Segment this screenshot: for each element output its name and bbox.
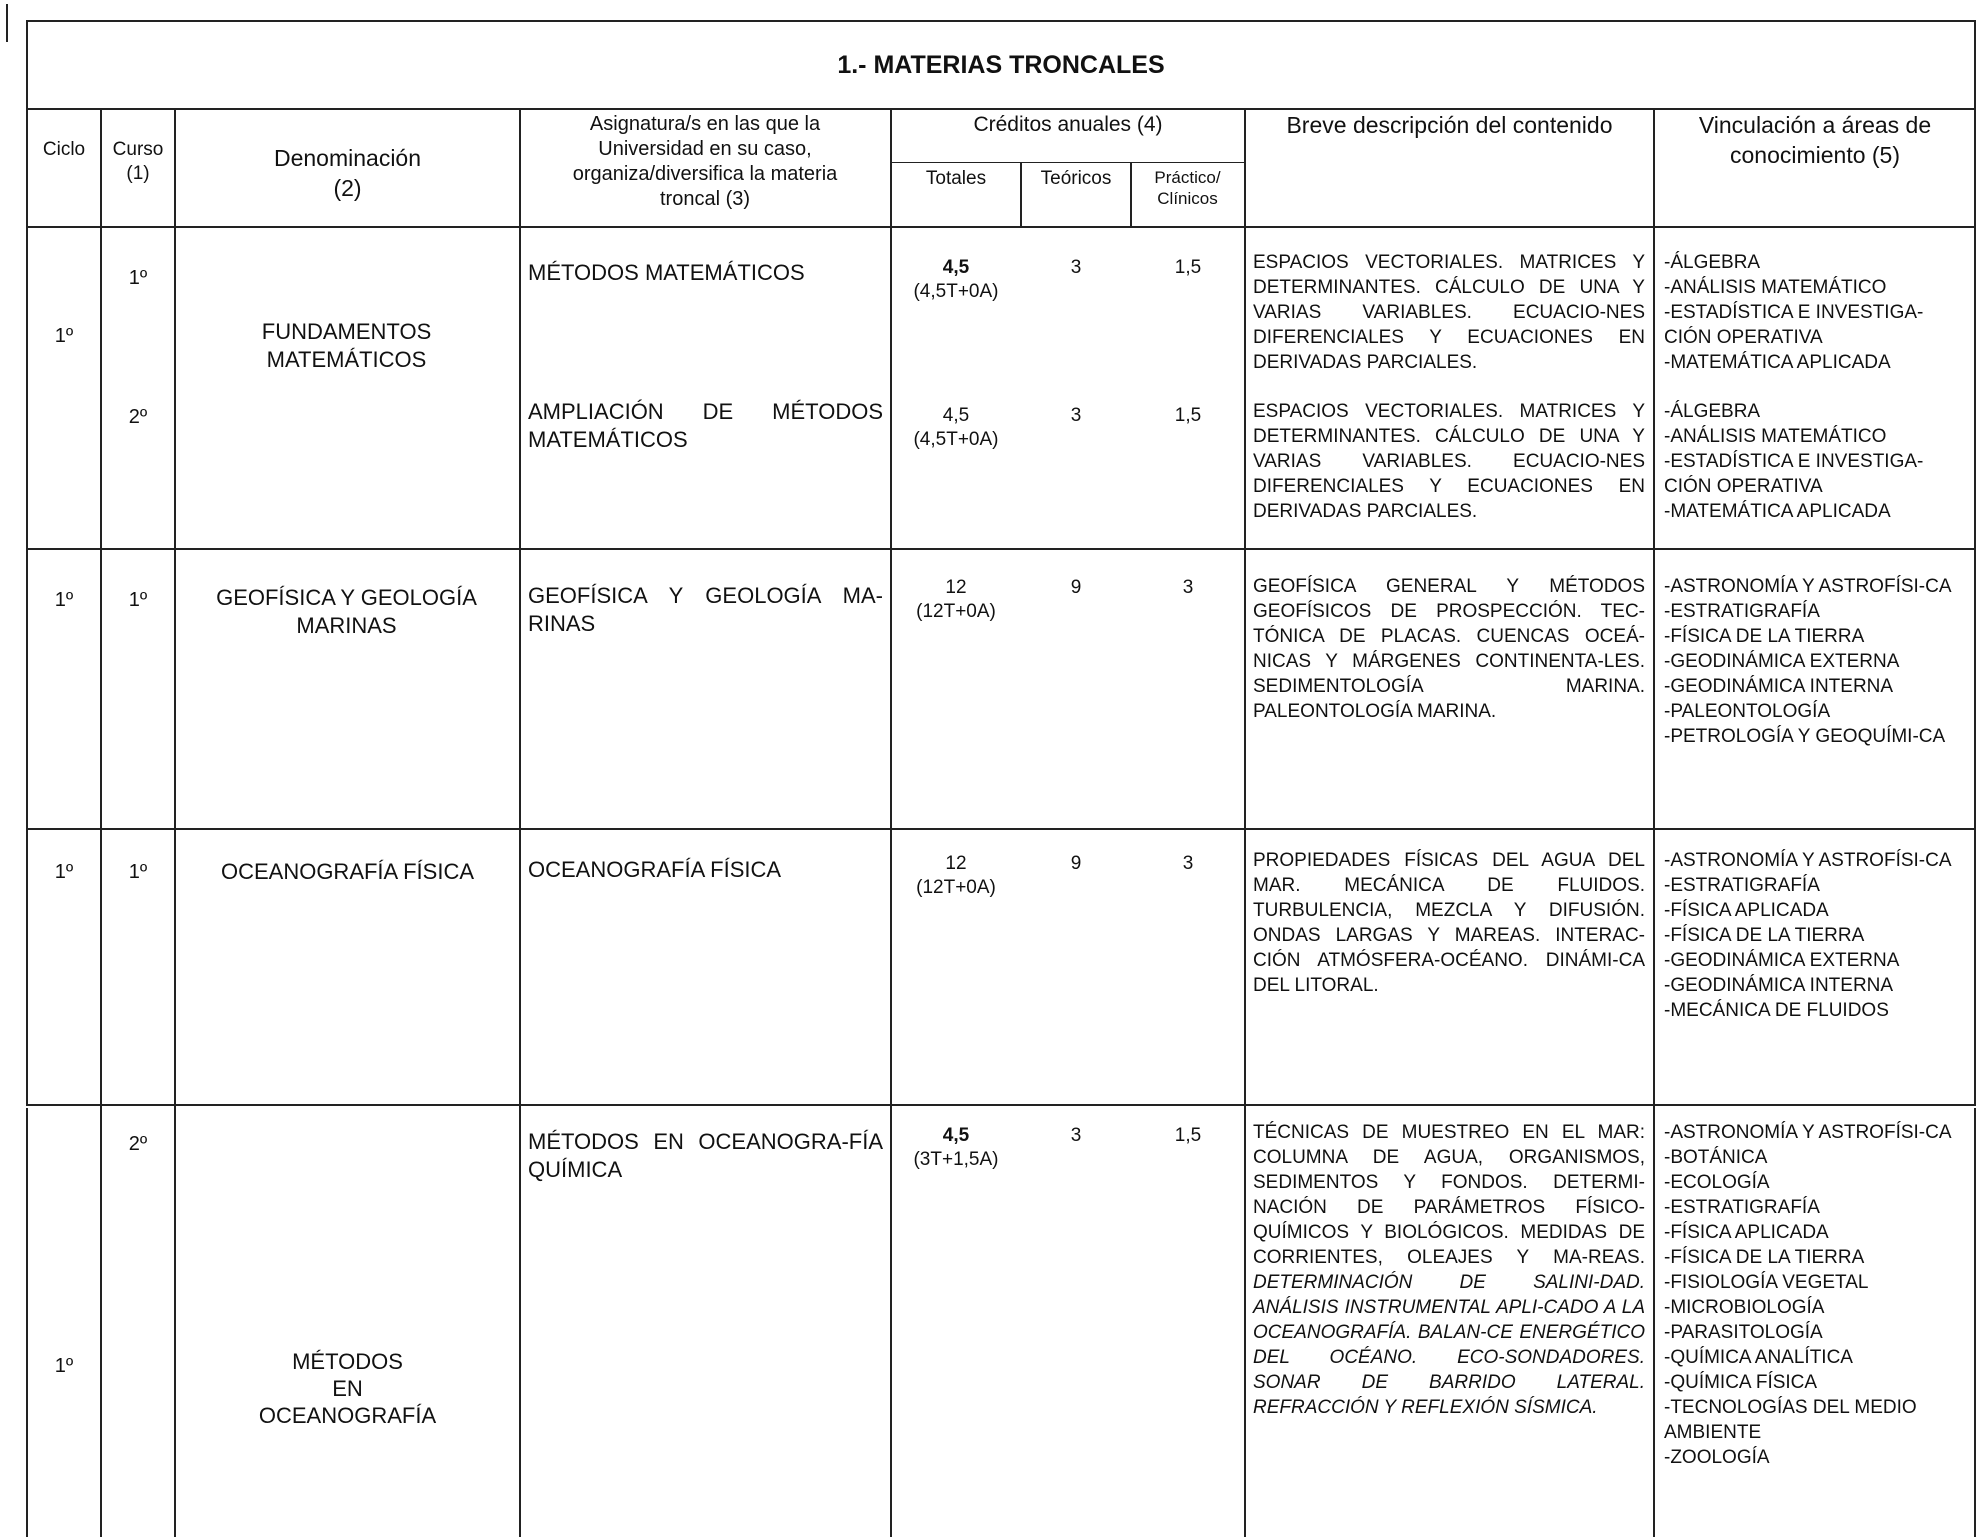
area-item: -ESTADÍSTICA E INVESTIGA-CIÓN OPERATIVA [1664,302,1924,348]
area-item: -GEODINÁMICA EXTERNA [1664,950,1900,971]
row1-areas-b [1664,399,1969,524]
row3-asignatura: OCEANOGRAFÍA FÍSICA [528,857,782,882]
row3-totales-detail: (12T+0A) [916,876,996,898]
header-creditos: Créditos anuales (4) [973,113,1163,136]
table-title: 1.- MATERIAS TRONCALES [26,20,1976,108]
row1-ciclo: 1º [54,325,74,347]
area-item: -FISIOLOGÍA VEGETAL [1664,1272,1869,1293]
row4-denominacion-line: MÉTODOS [292,1349,403,1374]
row2-totales-value: 12 [945,577,967,598]
row4-teoricos: 3 [1070,1125,1082,1146]
row2-denominacion: GEOFÍSICA Y GEOLOGÍA MARINAS [216,585,477,638]
row4-descripcion-normal: TÉCNICAS DE MUESTREO EN EL MAR: COLUMNA DE AGUA, ORGANISMOS, SEDIMENTOS Y FONDOS. DETERMI-NACIÓN DE PARÁMETROS FÍSICO-QUÍMICOS Y BIOLÓGICOS. MEDIDAS DE CORRIENTES, OLEAJES Y MA-REAS. [1253,1122,1645,1268]
area-item: -GEODINÁMICA INTERNA [1664,676,1894,697]
area-item: -ASTRONOMÍA Y ASTROFÍSI-CA [1664,850,1952,871]
row1-practicos-a: 1,5 [1174,257,1202,278]
header-denominacion-label: Denominación [273,145,422,171]
row1-teoricos-b: 3 [1070,405,1082,426]
row3-denominacion: OCEANOGRAFÍA FÍSICA [220,859,475,884]
area-item: -ESTRATIGRAFÍA [1664,1197,1820,1218]
scan-margin-mark [6,4,8,42]
area-item: -ESTRATIGRAFÍA [1664,601,1820,622]
row1-asignatura-b: AMPLIACIÓN DE MÉTODOS MATEMÁTICOS [528,399,883,452]
header-curso-note: (1) [126,162,150,184]
col-divider-2 [174,108,176,1537]
area-item: -FÍSICA DE LA TIERRA [1664,626,1865,647]
row1-teoricos-a: 3 [1070,257,1082,278]
col-divider-6 [1130,162,1132,228]
row3-areas [1664,848,1969,1023]
row4-denominacion-line: OCEANOGRAFÍA [258,1403,437,1428]
row2-totales [892,576,1020,624]
area-item: -ECOLOGÍA [1664,1172,1770,1193]
row2-descripcion: GEOFÍSICA GENERAL Y MÉTODOS GEOFÍSICOS DE PROSPECCIÓN. TEC-TÓNICA DE PLACAS. CUENCAS OCEÁ-NICAS Y MÁRGENES CONTINENTA-LES. SEDIMENTOLOGÍA MARINA. PALEONTOLOGÍA MARINA. [1253,576,1645,722]
row1-totales-b [892,404,1020,452]
header-teoricos: Teóricos [1040,168,1112,189]
area-item: -ÁLGEBRA [1664,252,1761,273]
row1-asignatura-a: MÉTODOS MATEMÁTICOS [528,260,805,285]
header-denominacion [176,144,519,204]
row1-denominacion: FUNDAMENTOS MATEMÁTICOS [261,319,432,372]
row4-totales [892,1124,1020,1172]
col-divider-8 [1653,108,1655,1537]
row4-curso: 2º [128,1133,148,1155]
row3-descripcion: PROPIEDADES FÍSICAS DEL AGUA DEL MAR. MECÁNICA DE FLUIDOS. TURBULENCIA, MEZCLA Y DIFUSIÓN. ONDAS LARGAS Y MAREAS. INTERAC-CIÓN ATMÓSFERA-OCÉANO. DINÁMI-CA DEL LITORAL. [1253,850,1645,996]
row4-areas [1664,1120,1969,1470]
area-item: -ESTADÍSTICA E INVESTIGA-CIÓN OPERATIVA [1664,451,1924,497]
area-item: -MICROBIOLOGÍA [1664,1297,1825,1318]
area-item: -FÍSICA DE LA TIERRA [1664,1247,1865,1268]
border-right-lower [1974,1108,1976,1537]
row1-totales-a-value: 4,5 [942,257,970,278]
row1-totales-a-detail: (4,5T+0A) [913,280,999,302]
area-item: -ESTRATIGRAFÍA [1664,875,1820,896]
row1-descripcion-a: ESPACIOS VECTORIALES. MATRICES Y DETERMINANTES. CÁLCULO DE UNA Y VARIAS VARIABLES. ECUACIO-NES DIFERENCIALES Y ECUACIONES EN DERIVADAS PARCIALES. [1253,252,1645,373]
header-practicos: Práctico/ Clínicos [1154,168,1221,209]
area-item: -ZOOLOGÍA [1664,1447,1770,1468]
area-item: -BOTÁNICA [1664,1147,1768,1168]
row2-areas [1664,574,1969,749]
border-left-lower [26,1108,28,1537]
row3-curso: 1º [128,861,148,883]
row-line-header-top [26,108,1976,110]
border-right [1974,108,1976,1106]
row1-totales-b-value: 4,5 [942,405,970,426]
area-item: -QUÍMICA FÍSICA [1664,1372,1818,1393]
area-item: -PETROLOGÍA Y GEOQUÍMI-CA [1664,726,1946,747]
row3-teoricos: 9 [1070,853,1082,874]
row3-ciclo: 1º [54,861,74,883]
row4-ciclo: 1º [54,1355,74,1377]
row3-totales [892,852,1020,900]
row2-totales-detail: (12T+0A) [916,600,996,622]
area-item: -ANÁLISIS MATEMÁTICO [1664,277,1887,298]
header-asignaturas: Asignatura/s en las que la Universidad en su caso, organiza/diversifica la materia troncal (3) [572,113,838,210]
header-curso [102,138,174,186]
row3-practicos: 3 [1182,853,1194,874]
row1-descripcion-b: ESPACIOS VECTORIALES. MATRICES Y DETERMINANTES. CÁLCULO DE UNA Y VARIAS VARIABLES. ECUACIO-NES DIFERENCIALES Y ECUACIONES EN DERIVADAS PARCIALES. [1253,401,1645,522]
col-divider-1 [100,108,102,1537]
row4-practicos: 1,5 [1174,1125,1202,1146]
row-line-header-bottom [26,226,1976,228]
area-item: -GEODINÁMICA EXTERNA [1664,651,1900,672]
area-item: -FÍSICA APLICADA [1664,900,1829,921]
row4-totales-detail: (3T+1,5A) [913,1148,999,1170]
row1-curso-a: 1º [128,267,148,289]
area-item: -ANÁLISIS MATEMÁTICO [1664,426,1887,447]
area-item: -MATEMÁTICA APLICADA [1664,501,1891,522]
row1-curso-b: 2º [128,406,148,428]
row-line-1 [26,548,1976,550]
header-descripcion: Breve descripción del contenido [1286,112,1613,138]
col-divider-3 [519,108,521,1537]
area-item: -MATEMÁTICA APLICADA [1664,352,1891,373]
col-divider-7 [1244,108,1246,1537]
row1-areas-a [1664,250,1969,375]
row2-curso: 1º [128,589,148,611]
header-totales: Totales [925,168,987,189]
row4-totales-value: 4,5 [942,1125,970,1146]
header-denominacion-note: (2) [333,174,362,201]
header-curso-label: Curso [112,139,164,160]
row4-asignatura: MÉTODOS EN OCEANOGRA-FÍA QUÍMICA [528,1129,883,1182]
row2-ciclo: 1º [54,589,74,611]
row2-teoricos: 9 [1070,577,1082,598]
area-item: -PARASITOLOGÍA [1664,1322,1823,1343]
row1-totales-b-detail: (4,5T+0A) [913,428,999,450]
area-item: -ASTRONOMÍA Y ASTROFÍSI-CA [1664,576,1952,597]
row4-descripcion-italic: DETERMINACIÓN DE SALINI-DAD. ANÁLISIS INSTRUMENTAL APLI-CADO A LA OCEANOGRAFÍA. BALAN-CE ENERGÉTICO DEL OCÉANO. ECO-SONDADORES. SONAR DE BARRIDO LATERAL. REFRACCIÓN Y REFLEXIÓN SÍSMICA. [1253,1272,1645,1418]
area-item: -ÁLGEBRA [1664,401,1761,422]
row-line-3 [26,1104,1976,1106]
area-item: -PALEONTOLOGÍA [1664,701,1831,722]
area-item: -GEODINÁMICA INTERNA [1664,975,1894,996]
row2-asignatura: GEOFÍSICA Y GEOLOGÍA MA-RINAS [528,583,883,636]
area-item: -MECÁNICA DE FLUIDOS [1664,1000,1889,1021]
area-item: -ASTRONOMÍA Y ASTROFÍSI-CA [1664,1122,1952,1143]
area-item: -FÍSICA DE LA TIERRA [1664,925,1865,946]
area-item: -TECNOLOGÍAS DEL MEDIO AMBIENTE [1664,1397,1917,1443]
row3-totales-value: 12 [945,853,967,874]
col-divider-4 [890,108,892,1537]
row4-denominacion-line: EN [332,1376,363,1401]
row2-practicos: 3 [1182,577,1194,598]
area-item: -FÍSICA APLICADA [1664,1222,1829,1243]
header-vinculacion: Vinculación a áreas de conocimiento (5) [1698,112,1932,168]
row1-totales-a [892,256,1020,304]
row1-practicos-b: 1,5 [1174,405,1202,426]
header-ciclo: Ciclo [42,139,86,160]
row-line-2 [26,828,1976,830]
area-item: -QUÍMICA ANALÍTICA [1664,1347,1853,1368]
row-line-creditos [890,162,1246,163]
row4-descripcion [1253,1120,1645,1420]
row4-denominacion [176,1348,519,1429]
